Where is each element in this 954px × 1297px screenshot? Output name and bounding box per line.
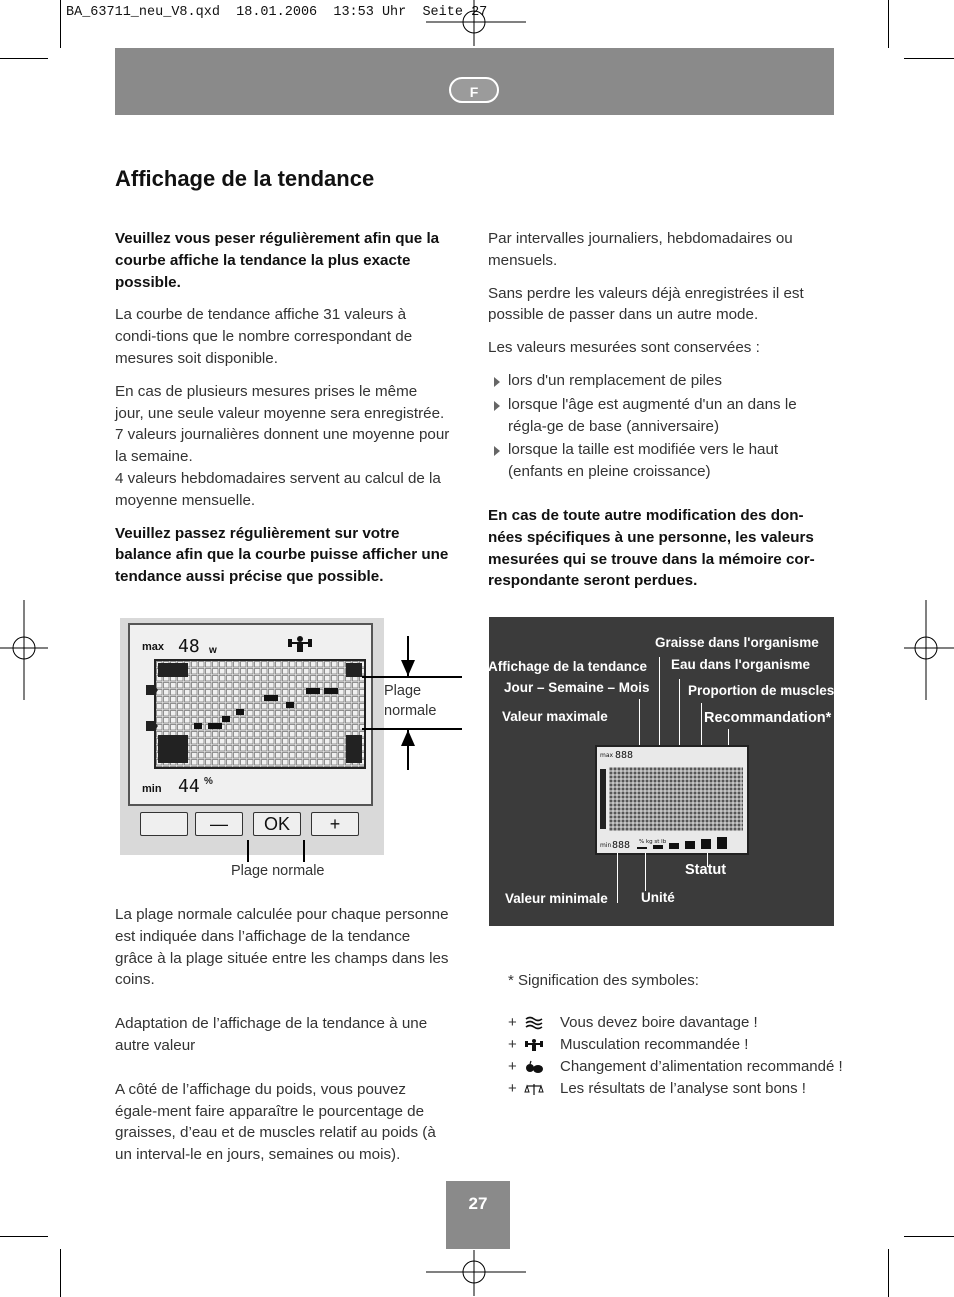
max-label: max — [142, 641, 165, 653]
pointer-line — [617, 853, 618, 903]
emphasis-paragraph: Veuillez passez régulièrement sur votre balance afin que la courbe puisse afficher une tendance aussi précise que possible. — [115, 524, 449, 586]
left-column-lower — [115, 904, 450, 1177]
lcd-grid — [597, 747, 747, 853]
unit-label: w — [209, 645, 217, 656]
language-badge: F — [449, 77, 499, 103]
label-graisse: Graisse dans l'organisme — [655, 635, 819, 650]
side-caption: Plage normale — [384, 683, 437, 719]
label-recommandation: Recommandation* — [704, 710, 832, 726]
weightlifter-icon — [288, 635, 312, 653]
label-muscles: Proportion de muscles — [688, 683, 835, 698]
leader-line — [247, 840, 249, 862]
svg-text:888: 888 — [612, 840, 631, 851]
label-periode: Jour – Semaine – Mois — [504, 680, 650, 695]
blank-button[interactable] — [140, 812, 188, 836]
plus-sign: + — [508, 1080, 517, 1097]
max-value: 48 — [178, 636, 200, 657]
symbol-text: Vous devez boire davantage ! — [560, 1014, 758, 1031]
arrow-down-icon — [401, 660, 415, 676]
crop-mark — [904, 1236, 954, 1237]
symbol-row — [508, 1036, 748, 1053]
crop-mark — [60, 0, 61, 48]
fruit-icon — [524, 1060, 560, 1074]
svg-text:888: 888 — [615, 750, 634, 761]
crop-mark — [0, 1236, 48, 1237]
list-item: lors d'un remplacement de piles — [488, 370, 836, 392]
list-item: lorsque l'âge est augmenté d'un an dans le régla-ge de base (anniversaire) — [488, 394, 836, 438]
symbols-heading: * Signification des symboles: — [508, 972, 699, 989]
paragraph: 7 valeurs journalières donnent une moyenne pour la semaine. — [115, 426, 450, 466]
bullet-list — [488, 370, 836, 483]
svg-text:% kg st lb: % kg st lb — [639, 839, 667, 845]
plus-sign: + — [508, 1036, 517, 1053]
trend-curve — [156, 661, 364, 767]
svg-text:max: max — [600, 752, 614, 759]
paragraph: Adaptation de l’affichage de la tendance à une autre valeur — [115, 1015, 428, 1054]
leader-line — [303, 840, 305, 862]
min-label: min — [142, 783, 162, 795]
trend-display-figure — [120, 618, 384, 855]
list-item: lorsque la taille est modifiée vers le haut (enfants en pleine croissance) — [488, 439, 836, 483]
water-waves-icon — [524, 1016, 560, 1030]
emphasis-paragraph: En cas de toute autre modification des don-nées spécifiques à une personne, les valeurs mesurées qui se trouve dans la mémoire cor-respondante seront perdues. — [488, 506, 815, 590]
registration-mark — [426, 0, 526, 46]
bottom-caption: Plage normale — [231, 863, 325, 879]
range-marker-icon — [146, 721, 158, 731]
min-value: 44 — [178, 776, 200, 797]
paragraph: Par intervalles journaliers, hebdomadaires ou mensuels. — [488, 230, 793, 269]
label-eau: Eau dans l'organisme — [671, 657, 811, 672]
label-unite: Unité — [641, 890, 675, 905]
plus-sign: + — [508, 1058, 517, 1075]
percent-unit: % — [204, 776, 213, 787]
symbol-text: Les résultats de l’analyse sont bons ! — [560, 1080, 806, 1097]
paragraph: En cas de plusieurs mesures prises le même jour, une seule valeur moyenne sera enregistrée. — [115, 382, 445, 422]
symbol-row — [508, 1080, 806, 1097]
pointer-line — [645, 853, 646, 891]
crop-mark — [888, 1249, 889, 1297]
plus-button[interactable]: + — [311, 812, 359, 836]
symbol-text: Changement d’alimentation recommandé ! — [560, 1058, 843, 1075]
pointer-line — [679, 679, 680, 747]
label-valeur-min: Valeur minimale — [505, 891, 608, 906]
svg-text:min: min — [600, 842, 612, 849]
lcd-screen — [128, 623, 373, 806]
arrow-up-icon — [401, 730, 415, 746]
pointer-line — [659, 657, 660, 747]
label-tendance: Affichage de la tendance — [488, 659, 648, 674]
label-valeur-max: Valeur maximale — [502, 709, 608, 724]
paragraph: La plage normale calculée pour chaque personne est indiquée dans l’affichage de la tendance grâce à la plage située entre les champs dans les coins. — [115, 906, 449, 989]
minus-button[interactable]: — — [195, 812, 243, 836]
ok-button[interactable]: OK — [253, 812, 301, 836]
balance-scale-icon — [524, 1082, 560, 1096]
registration-mark — [0, 600, 48, 700]
trend-grid — [154, 659, 366, 769]
paragraph: 4 valeurs hebdomadaires servent au calcul de la moyenne mensuelle. — [115, 469, 441, 509]
paragraph: A côté de l’affichage du poids, vous pouvez égale-ment faire apparaître le pourcentage de graisses, d’eau et de muscles relatif au poids (à un interval-le en jours, semaines ou mois). — [115, 1080, 436, 1164]
page-title: Affichage de la tendance — [115, 166, 375, 191]
weightlifter-icon — [524, 1038, 560, 1052]
lcd-display — [595, 745, 749, 855]
intro-paragraph: Veuillez vous peser régulièrement afin que la courbe affiche la tendance la plus exacte possible. — [115, 230, 440, 291]
label-statut: Statut — [685, 862, 727, 878]
registration-mark — [904, 600, 954, 700]
paragraph: Sans perdre les valeurs déjà enregistrées il est possible de passer dans un autre mode. — [488, 284, 804, 324]
registration-mark — [426, 1250, 526, 1296]
symbol-row — [508, 1014, 758, 1031]
crop-mark — [0, 58, 48, 59]
paragraph: La courbe de tendance affiche 31 valeurs à condi-tions que le nombre correspondant de mesures soit disponible. — [115, 306, 413, 367]
leader-line — [362, 676, 462, 678]
range-marker-icon — [146, 685, 158, 695]
plus-sign: + — [508, 1014, 517, 1031]
paragraph: Les valeurs mesurées sont conservées : — [488, 339, 760, 357]
symbol-text: Musculation recommandée ! — [560, 1036, 749, 1053]
symbol-row — [508, 1058, 843, 1075]
left-column — [115, 228, 450, 599]
pointer-line — [701, 703, 702, 747]
crop-mark — [888, 0, 889, 48]
right-column — [488, 228, 836, 603]
pointer-line — [639, 699, 640, 747]
page-number: 27 — [446, 1181, 510, 1249]
print-header: BA_63711_neu_V8.qxd 18.01.2006 13:53 Uhr Seite 27 — [66, 5, 488, 20]
display-legend-figure — [489, 617, 834, 926]
crop-mark — [904, 58, 954, 59]
crop-mark — [60, 1249, 61, 1297]
